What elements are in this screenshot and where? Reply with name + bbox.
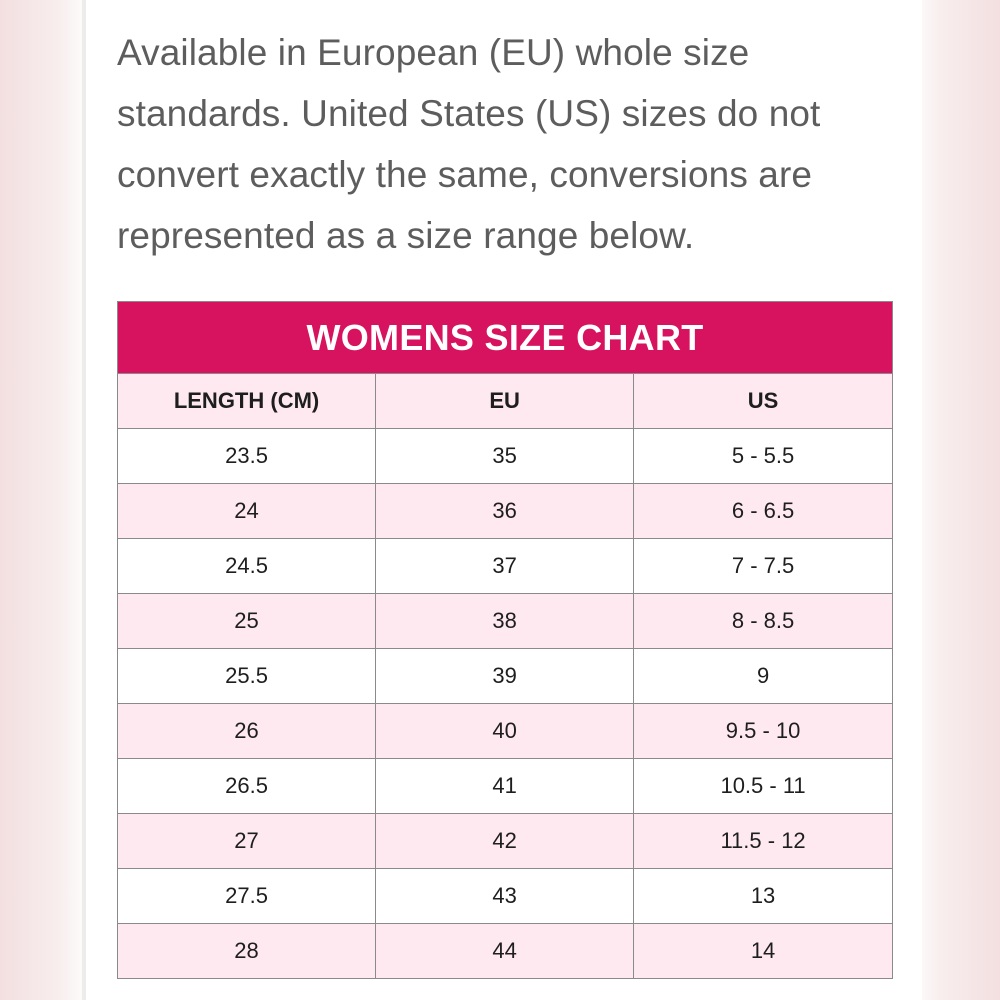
- cell-length: 27.5: [118, 869, 376, 924]
- column-header-us: US: [634, 374, 893, 429]
- cell-eu: 35: [376, 429, 634, 484]
- table-row: [118, 429, 893, 484]
- womens-size-chart: [117, 301, 893, 979]
- table-row: [118, 924, 893, 979]
- cell-eu: 43: [376, 869, 634, 924]
- cell-length: 25.5: [118, 649, 376, 704]
- table-row: [118, 649, 893, 704]
- cell-length: 27: [118, 814, 376, 869]
- table-row: [118, 539, 893, 594]
- cell-us: 13: [634, 869, 893, 924]
- cell-length: 25: [118, 594, 376, 649]
- cell-us: 9.5 - 10: [634, 704, 893, 759]
- table-row: [118, 759, 893, 814]
- table-row: [118, 484, 893, 539]
- cell-us: 8 - 8.5: [634, 594, 893, 649]
- cell-length: 24: [118, 484, 376, 539]
- chart-title: WOMENS SIZE CHART: [118, 302, 893, 374]
- cell-us: 6 - 6.5: [634, 484, 893, 539]
- cell-us: 11.5 - 12: [634, 814, 893, 869]
- table-row: [118, 869, 893, 924]
- column-header-length: LENGTH (CM): [118, 374, 376, 429]
- intro-paragraph: Available in European (EU) whole size standards. United States (US) sizes do not convert exactly the same, conversions are represented as a size range below.: [117, 32, 821, 256]
- cell-length: 24.5: [118, 539, 376, 594]
- cell-eu: 38: [376, 594, 634, 649]
- table-row: [118, 594, 893, 649]
- cell-length: 26: [118, 704, 376, 759]
- table-row: [118, 814, 893, 869]
- cell-length: 28: [118, 924, 376, 979]
- cell-eu: 36: [376, 484, 634, 539]
- cell-eu: 37: [376, 539, 634, 594]
- cell-eu: 39: [376, 649, 634, 704]
- cell-eu: 41: [376, 759, 634, 814]
- cell-us: 9: [634, 649, 893, 704]
- cell-eu: 42: [376, 814, 634, 869]
- cell-eu: 44: [376, 924, 634, 979]
- cell-eu: 40: [376, 704, 634, 759]
- cell-us: 7 - 7.5: [634, 539, 893, 594]
- cell-us: 10.5 - 11: [634, 759, 893, 814]
- cell-length: 26.5: [118, 759, 376, 814]
- column-header-row: [118, 374, 893, 429]
- cell-length: 23.5: [118, 429, 376, 484]
- table-row: [118, 704, 893, 759]
- column-header-eu: EU: [376, 374, 634, 429]
- cell-us: 5 - 5.5: [634, 429, 893, 484]
- cell-us: 14: [634, 924, 893, 979]
